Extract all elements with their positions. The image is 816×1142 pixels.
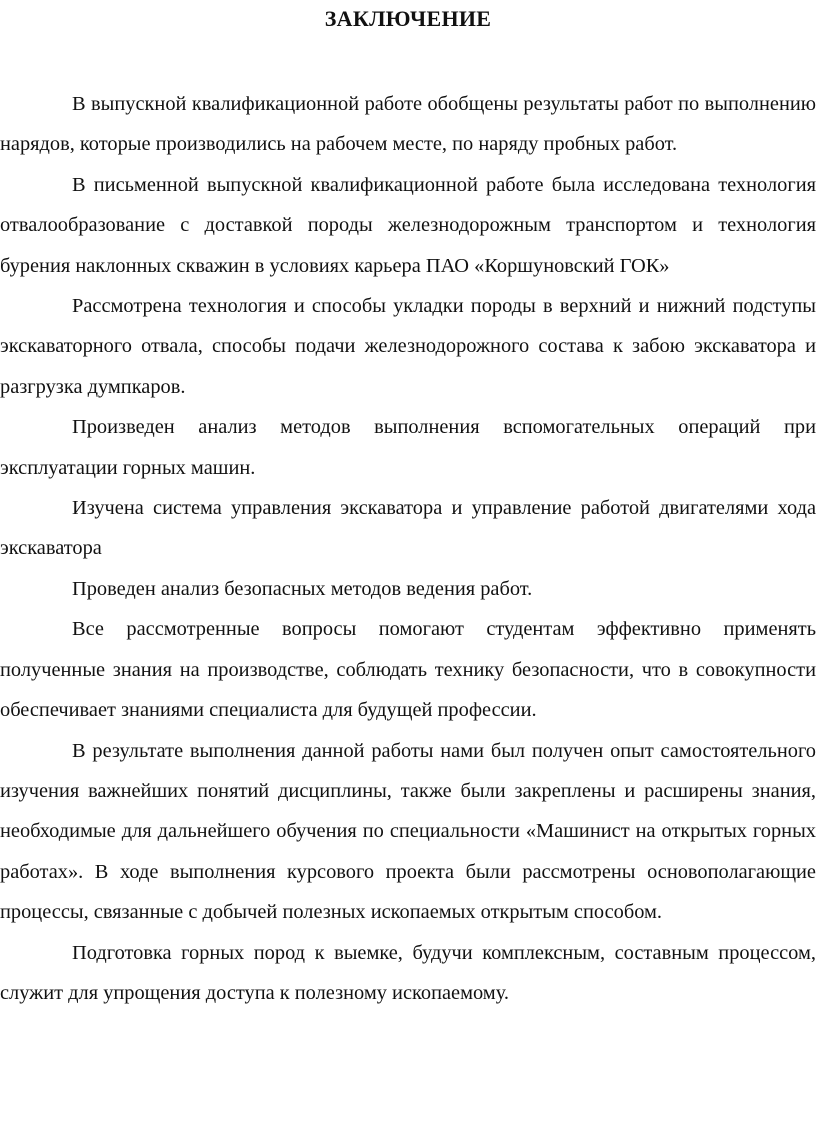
paragraph: Проведен анализ безопасных методов ведения работ. bbox=[72, 577, 533, 600]
paragraph: В выпускной квалификационной работе обобщены результаты работ по выполнению нарядов, которые производились на рабочем месте, по наряду пробных работ. bbox=[0, 93, 816, 156]
paragraph: Рассмотрена технология и способы укладки породы в верхний и нижний подступы экскаваторного отвала, способы подачи железнодорожного состава к забою экскаватора и разгрузка думпкаров. bbox=[0, 295, 816, 398]
document-title: ЗАКЛЮЧЕНИЕ bbox=[324, 6, 492, 31]
paragraph: Изучена система управления экскаватора и управление работой двигателями хода экскаватора bbox=[0, 497, 816, 560]
paragraph: Произведен анализ методов выполнения вспомогательных операций при эксплуатации горных машин. bbox=[0, 416, 816, 479]
paragraph: Все рассмотренные вопросы помогают студентам эффективно применять полученные знания на производстве, соблюдать технику безопасности, что в совокупности обеспечивает знаниями специалиста для будущей профессии. bbox=[0, 618, 816, 722]
document-body bbox=[0, 84, 816, 1013]
paragraph: В письменной выпускной квалификационной работе была исследована технология отвалообразование с доставкой породы железнодорожным транспортом и технология бурения наклонных скважин в условиях карьера ПАО «Коршуновский ГОК» bbox=[0, 173, 816, 277]
paragraph: Подготовка горных пород к выемке, будучи комплексным, составным процессом, служит для упрощения доступа к полезному ископаемому. bbox=[0, 941, 816, 1004]
paragraph: В результате выполнения данной работы нами был получен опыт самостоятельного изучения важнейших понятий дисциплины, также были закреплены и расширены знания, необходимые для дальнейшего обучения по специальности «Машинист на открытых горных работах». В ходе выполнения курсового проекта были рассмотрены основополагающие процессы, связанные с добычей полезных ископаемых открытым способом. bbox=[0, 739, 816, 924]
